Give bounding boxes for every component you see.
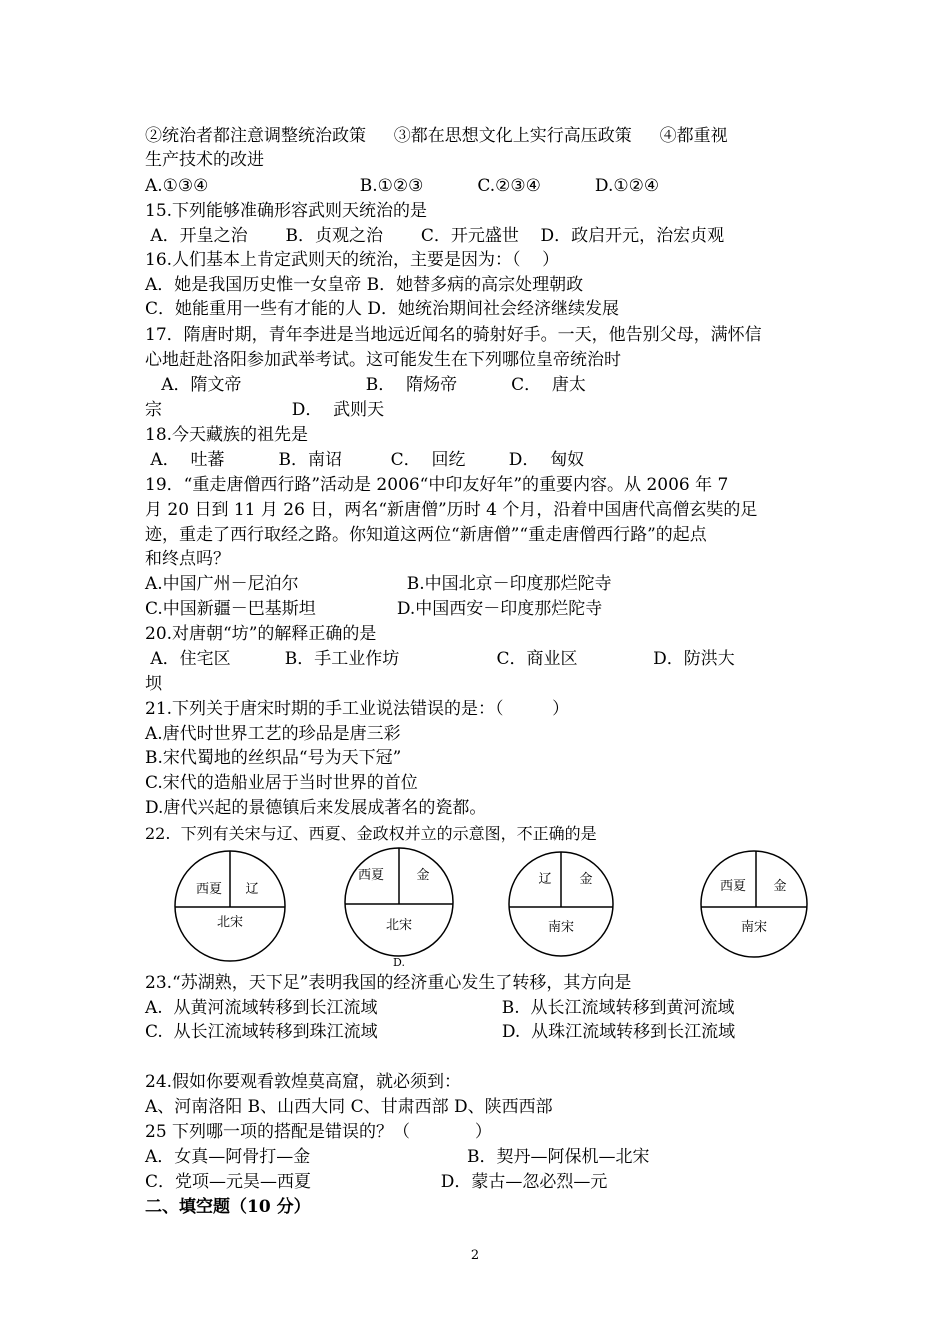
- text-line: A.中国广州－尼泊尔 B.中国北京－印度那烂陀寺: [145, 574, 612, 594]
- diagram-label: 南宋: [547, 920, 575, 935]
- question-22: 22. 下列有关宋与辽、西夏、金政权并立的示意图，不正确的是: [145, 824, 597, 843]
- diagram-label: 金: [416, 868, 430, 883]
- question-15: 15.下列能够准确形容武则天统治的是: [145, 201, 428, 221]
- text-line: C．党项—元昊—西夏 D．蒙古—忽必烈—元: [145, 1172, 608, 1192]
- question-16: 16.人们基本上肯定武则天的统治，主要是因为：（ ）: [145, 250, 560, 270]
- text-line: A.唐代时世界工艺的珍品是唐三彩: [145, 724, 401, 744]
- text-line: 宗 D． 武则天: [145, 400, 385, 420]
- diagram-label: 北宋: [385, 918, 413, 933]
- section-heading: 二、填空题（10 分）: [145, 1197, 311, 1217]
- text-line: C.中国新疆－巴基斯坦 D.中国西安－印度那烂陀寺: [145, 599, 603, 619]
- diagram-label: 金: [773, 879, 787, 894]
- question-25: 25 下列哪一项的搭配是错误的？（ ）: [145, 1122, 492, 1142]
- diagram-a: [174, 850, 286, 966]
- text-line: A.①③④ B.①②③ C.②③④ D.①②④: [145, 176, 660, 196]
- text-line: B.宋代蜀地的丝织品“号为天下冠”: [145, 748, 402, 768]
- text-line: 迹，重走了西行取经之路。你知道这两位“新唐僧”“重走唐僧西行路”的起点: [145, 525, 707, 545]
- diagram-label: 西夏: [195, 882, 223, 897]
- question-23: 23.“苏湖熟，天下足”表明我国的经济重心发生了转移，其方向是: [145, 973, 632, 993]
- diagram-label: 北宋: [216, 915, 244, 930]
- text-line: A．住宅区 B．手工业作坊 C．商业区 D．防洪大: [145, 649, 735, 669]
- question-18: 18.今天藏族的祖先是: [145, 425, 309, 445]
- text-line: 心地赶赴洛阳参加武举考试。这可能发生在下列哪位皇帝统治时: [145, 350, 621, 370]
- diagram-c: [508, 848, 614, 964]
- text-line: D.唐代兴起的景德镇后来发展成著名的瓷都。: [145, 798, 487, 818]
- diagram-label: 西夏: [719, 879, 747, 894]
- question-20: 20.对唐朝“坊”的解释正确的是: [145, 624, 377, 644]
- text-line: A、河南洛阳 B、山西大同 C、甘肃西部 D、陕西西部: [145, 1097, 553, 1117]
- text-line: A．开皇之治 B．贞观之治 C．开元盛世 D．政启开元，治宏贞观: [145, 226, 725, 246]
- text-line: 生产技术的改进: [145, 150, 264, 170]
- page-number: 2: [470, 1248, 480, 1263]
- diagram-label: 辽: [538, 872, 552, 887]
- diagram-label: 金: [579, 872, 593, 887]
- text-line: 月 20 日到 11 月 26 日，两名“新唐僧”历时 4 个月，沿着中国唐代高僧玄奘的足: [145, 500, 758, 520]
- question-24: 24.假如你要观看敦煌莫高窟，就必须到：: [145, 1072, 462, 1092]
- question-21: 21.下列关于唐宋时期的手工业说法错误的是：（ ）: [145, 699, 570, 719]
- text-line: A． 吐蕃 B．南诏 C． 回纥 D． 匈奴: [145, 450, 585, 470]
- text-line: A．隋文帝 B． 隋炀帝 C． 唐太: [145, 375, 586, 395]
- diagram-label: 西夏: [357, 868, 385, 883]
- text-line: C．她能重用一些有才能的人 D．她统治期间社会经济继续发展: [145, 299, 620, 319]
- diagram-b: [344, 846, 454, 972]
- text-line: 坝: [145, 674, 162, 694]
- diagram-d: [700, 848, 808, 964]
- text-line: ②统治者都注意调整统治政策 ③都在思想文化上实行高压政策 ④都重视: [145, 126, 728, 146]
- text-line: C.宋代的造船业居于当时世界的首位: [145, 773, 418, 793]
- diagram-label: 辽: [245, 882, 259, 897]
- diagram-label: 南宋: [740, 920, 768, 935]
- text-line: A．她是我国历史惟一女皇帝 B．她替多病的高宗处理朝政: [145, 275, 584, 295]
- text-line: C. 从长江流域转移到珠江流域 D. 从珠江流域转移到长江流域: [145, 1022, 736, 1042]
- text-line: A. 从黄河流域转移到长江流域 B. 从长江流域转移到黄河流域: [145, 998, 735, 1018]
- text-line: 和终点吗？: [145, 549, 230, 569]
- question-17: 17．隋唐时期，青年李进是当地远近闻名的骑射好手。一天，他告别父母，满怀信: [145, 325, 762, 345]
- text-line: A．女真—阿骨打—金 B．契丹—阿保机—北宋: [145, 1147, 650, 1167]
- diagram-mark: D.: [393, 956, 405, 969]
- question-19: 19．“重走唐僧西行路”活动是 2006“中印友好年”的重要内容。从 2006 年 7: [145, 475, 729, 495]
